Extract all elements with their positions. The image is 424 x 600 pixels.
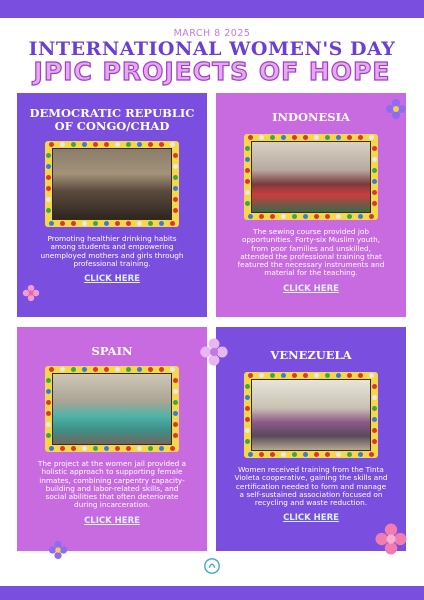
- frame-decoration: [292, 214, 297, 219]
- frame-decoration: [159, 221, 164, 226]
- event-date: MARCH 8 2025: [173, 28, 251, 39]
- card-title: DEMOCRATIC REPUBLIC OF CONGO/CHAD: [29, 106, 195, 133]
- frame-decoration: [245, 428, 250, 433]
- click-here-link[interactable]: CLICK HERE: [84, 515, 140, 526]
- photo-frame: [244, 134, 378, 220]
- frame-decoration: [126, 367, 131, 372]
- frame-decoration: [173, 400, 178, 405]
- frame-decoration: [281, 452, 286, 457]
- frame-decoration: [173, 378, 178, 383]
- frame-decoration: [369, 373, 374, 378]
- frame-decoration: [369, 214, 374, 219]
- frame-decoration: [159, 367, 164, 372]
- frame-decoration: [82, 446, 87, 451]
- frame-decoration: [159, 446, 164, 451]
- frame-decoration: [325, 373, 330, 378]
- frame-decoration: [93, 446, 98, 451]
- bottom-bar: [0, 586, 424, 600]
- frame-decoration: [46, 411, 51, 416]
- frame-decoration: [46, 422, 51, 427]
- frame-decoration: [148, 446, 153, 451]
- frame-decoration: [372, 201, 377, 206]
- card-title: INDONESIA: [272, 110, 350, 124]
- frame-decoration: [259, 373, 264, 378]
- frame-decoration: [93, 367, 98, 372]
- frame-decoration: [115, 446, 120, 451]
- frame-decoration: [60, 142, 65, 147]
- frame-decoration: [173, 153, 178, 158]
- frame-decoration: [347, 135, 352, 140]
- frame-decoration: [170, 221, 175, 226]
- frame-decoration: [46, 153, 51, 158]
- frame-decoration: [46, 389, 51, 394]
- frame-decoration: [137, 446, 142, 451]
- frame-decoration: [372, 406, 377, 411]
- frame-decoration: [49, 142, 54, 147]
- project-photo: [251, 141, 371, 213]
- frame-decoration: [372, 428, 377, 433]
- frame-decoration: [93, 142, 98, 147]
- frame-decoration: [173, 175, 178, 180]
- frame-decoration: [82, 367, 87, 372]
- frame-decoration: [49, 446, 54, 451]
- frame-decoration: [49, 221, 54, 226]
- frame-decoration: [358, 373, 363, 378]
- frame-decoration: [60, 221, 65, 226]
- card-description: Promoting healthier drinking habits among students and empowering unemployed mothers and girls through professional training.: [40, 234, 184, 268]
- frame-decoration: [82, 142, 87, 147]
- frame-decoration: [372, 439, 377, 444]
- flower-icon: [199, 337, 229, 367]
- frame-decoration: [126, 142, 131, 147]
- project-photo: [52, 373, 172, 445]
- frame-decoration: [372, 157, 377, 162]
- frame-decoration: [372, 190, 377, 195]
- frame-decoration: [325, 214, 330, 219]
- frame-decoration: [46, 164, 51, 169]
- card-description: The project at the women jail provided a holistic approach to supporting female inmates, combining carpentry capacity-building and labor-related skills, and social abilities that often deteriorate during incarceration.: [37, 459, 187, 510]
- frame-decoration: [46, 197, 51, 202]
- frame-decoration: [336, 135, 341, 140]
- organization-logo-icon: [203, 557, 221, 575]
- frame-decoration: [170, 142, 175, 147]
- frame-decoration: [148, 142, 153, 147]
- frame-decoration: [270, 373, 275, 378]
- flower-icon: [385, 98, 407, 120]
- frame-decoration: [245, 201, 250, 206]
- frame-decoration: [148, 367, 153, 372]
- frame-decoration: [245, 417, 250, 422]
- frame-decoration: [104, 446, 109, 451]
- frame-decoration: [281, 135, 286, 140]
- frame-decoration: [49, 367, 54, 372]
- frame-decoration: [173, 422, 178, 427]
- frame-decoration: [60, 367, 65, 372]
- frame-decoration: [173, 164, 178, 169]
- frame-decoration: [245, 179, 250, 184]
- frame-decoration: [46, 208, 51, 213]
- frame-decoration: [372, 395, 377, 400]
- photo-frame: [244, 372, 378, 458]
- flower-icon: [22, 284, 40, 302]
- page-title: INTERNATIONAL WOMEN'S DAY: [28, 38, 396, 60]
- frame-decoration: [46, 175, 51, 180]
- frame-decoration: [248, 214, 253, 219]
- page-subtitle: JPIC PROJECTS OF HOPE: [33, 57, 391, 86]
- frame-decoration: [104, 221, 109, 226]
- frame-decoration: [71, 142, 76, 147]
- frame-decoration: [173, 411, 178, 416]
- frame-decoration: [336, 214, 341, 219]
- frame-decoration: [270, 135, 275, 140]
- frame-decoration: [82, 221, 87, 226]
- frame-decoration: [270, 452, 275, 457]
- frame-decoration: [71, 367, 76, 372]
- card-description: Women received training from the Tinta Violeta cooperative, gaining the skills and certification needed to form and manage a self-sustained association focused on recycling and waste reduction.: [234, 465, 388, 508]
- frame-decoration: [46, 400, 51, 405]
- frame-decoration: [292, 373, 297, 378]
- flower-icon: [374, 522, 408, 556]
- frame-decoration: [60, 446, 65, 451]
- frame-decoration: [248, 373, 253, 378]
- flower-icon: [48, 540, 68, 560]
- frame-decoration: [369, 452, 374, 457]
- frame-decoration: [372, 179, 377, 184]
- frame-decoration: [46, 378, 51, 383]
- frame-decoration: [336, 373, 341, 378]
- frame-decoration: [303, 135, 308, 140]
- frame-decoration: [71, 221, 76, 226]
- frame-decoration: [170, 367, 175, 372]
- card-spain: [17, 327, 207, 551]
- frame-decoration: [325, 452, 330, 457]
- frame-decoration: [104, 367, 109, 372]
- frame-decoration: [245, 157, 250, 162]
- frame-decoration: [126, 446, 131, 451]
- frame-decoration: [347, 373, 352, 378]
- frame-decoration: [372, 384, 377, 389]
- frame-decoration: [137, 221, 142, 226]
- frame-decoration: [248, 452, 253, 457]
- frame-decoration: [115, 142, 120, 147]
- frame-decoration: [347, 214, 352, 219]
- frame-decoration: [372, 168, 377, 173]
- frame-decoration: [314, 373, 319, 378]
- card-indonesia: [216, 93, 406, 317]
- frame-decoration: [115, 367, 120, 372]
- frame-decoration: [71, 446, 76, 451]
- frame-decoration: [137, 367, 142, 372]
- frame-decoration: [93, 221, 98, 226]
- photo-frame: [45, 366, 179, 452]
- click-here-link[interactable]: CLICK HERE: [283, 513, 339, 524]
- frame-decoration: [245, 384, 250, 389]
- card-venezuela: [216, 327, 406, 551]
- frame-decoration: [173, 208, 178, 213]
- frame-decoration: [303, 373, 308, 378]
- frame-decoration: [303, 452, 308, 457]
- frame-decoration: [148, 221, 153, 226]
- frame-decoration: [259, 135, 264, 140]
- frame-decoration: [159, 142, 164, 147]
- frame-decoration: [245, 168, 250, 173]
- frame-decoration: [314, 214, 319, 219]
- card-description: The sewing course provided job opportunities. Forty-six Muslim youth, from poor families and unskilled, attended the professional training that featured the necessary instruments and material for the teaching.: [237, 227, 385, 278]
- frame-decoration: [325, 135, 330, 140]
- frame-decoration: [358, 135, 363, 140]
- frame-decoration: [245, 395, 250, 400]
- frame-decoration: [292, 452, 297, 457]
- frame-decoration: [369, 135, 374, 140]
- frame-decoration: [314, 452, 319, 457]
- frame-decoration: [259, 214, 264, 219]
- frame-decoration: [170, 446, 175, 451]
- frame-decoration: [281, 373, 286, 378]
- frame-decoration: [281, 214, 286, 219]
- frame-decoration: [115, 221, 120, 226]
- frame-decoration: [245, 439, 250, 444]
- top-bar: [0, 0, 424, 18]
- frame-decoration: [173, 389, 178, 394]
- frame-decoration: [245, 146, 250, 151]
- frame-decoration: [259, 452, 264, 457]
- frame-decoration: [336, 452, 341, 457]
- frame-decoration: [126, 221, 131, 226]
- frame-decoration: [358, 452, 363, 457]
- frame-decoration: [372, 146, 377, 151]
- frame-decoration: [137, 142, 142, 147]
- frame-decoration: [46, 186, 51, 191]
- project-photo: [251, 379, 371, 451]
- card-congo-chad: [17, 93, 207, 317]
- frame-decoration: [173, 186, 178, 191]
- frame-decoration: [245, 190, 250, 195]
- project-photo: [52, 148, 172, 220]
- frame-decoration: [270, 214, 275, 219]
- frame-decoration: [347, 452, 352, 457]
- frame-decoration: [173, 433, 178, 438]
- frame-decoration: [372, 417, 377, 422]
- click-here-link[interactable]: CLICK HERE: [283, 283, 339, 294]
- card-title: SPAIN: [91, 344, 133, 358]
- frame-decoration: [314, 135, 319, 140]
- frame-decoration: [303, 214, 308, 219]
- frame-decoration: [104, 142, 109, 147]
- frame-decoration: [292, 135, 297, 140]
- frame-decoration: [248, 135, 253, 140]
- frame-decoration: [173, 197, 178, 202]
- frame-decoration: [245, 406, 250, 411]
- card-title: VENEZUELA: [270, 348, 352, 362]
- frame-decoration: [46, 433, 51, 438]
- click-here-link[interactable]: CLICK HERE: [84, 274, 140, 285]
- photo-frame: [45, 141, 179, 227]
- frame-decoration: [358, 214, 363, 219]
